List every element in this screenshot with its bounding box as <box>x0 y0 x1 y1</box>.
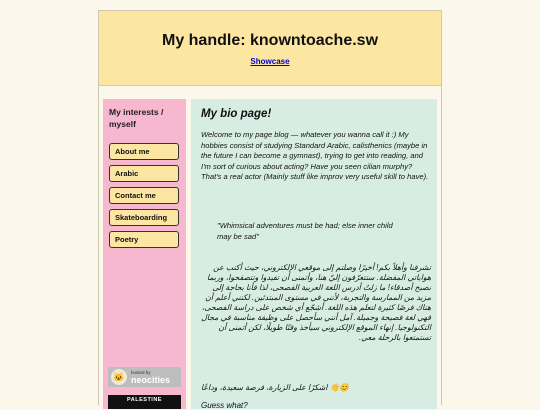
cat-icon: 🐱 <box>111 369 127 385</box>
page-title: My handle: knowntoache.sw <box>161 32 379 49</box>
closing-line: Guess what? <box>201 401 248 410</box>
badge-big-text: neocities <box>131 375 171 385</box>
quote: "Whimsical adventures must be had; else inner child may be sad" <box>217 221 393 241</box>
badge-small-text: hosted by <box>131 370 151 375</box>
palestine-banner <box>108 395 181 409</box>
sidebar-nav <box>109 143 179 253</box>
content-title: My bio page! <box>201 108 272 120</box>
thanks-line: 😊👋 اشكرًا على الزيارة، فرصة سعيدة، وداعًا <box>201 383 349 392</box>
sidebar <box>103 99 186 409</box>
nav-button-skateboarding[interactable]: Skateboarding <box>109 209 179 226</box>
nav-button-poetry[interactable]: Poetry <box>109 231 179 248</box>
header <box>99 11 441 86</box>
page-frame <box>98 10 442 410</box>
nav-button-arabic[interactable]: Arabic <box>109 165 179 182</box>
bio-paragraph: Welcome to my page blog — whatever you wanna call it :) My hobbies consist of studying Standard Arabic, calisthenics (maybe in the future I can become a gymnast), trying to get into reading, and I'm sort of curious about acting? Have you seen cilian murphy? That's a real actor (Mainly stuff like improv very useful skill to have). <box>201 130 429 181</box>
sidebar-heading: My interests / myself <box>109 107 164 129</box>
arabic-paragraph: تشرفنا وأهلاً بكم! أخيرًا وصلتم إلى موقعي الإلكتروني، حيث أكتب عن هواياتي المفضلة. ستتعرّفون إليّ هنا، وأتمنى أن تفيدوا وتتصفحوا، وربما نصبح أصدقاء! ما زلتُ أدرس اللغة العربية الفصحى، لذا فأنا بحاجة إلى مزيد من الممارسة والتجربة، لأنني في مستوى المبتدئين. لكنني أعلم أن هناك فرصًا كثيرة لتعلم هذه اللغة. أشجّع أي شخص على دراسة الفصحى، فهي لغة فصيحة وجميلة. آمل أنني سأحصل على وظيفة مناسبة في مجال التكنولوجيا. إنهاء الموقع الإلكتروني سيأخذ وقتًا طويلًا، لكن أتمنى أن تستمتعوا بالرحلة معي. <box>201 263 431 342</box>
neocities-badge[interactable] <box>108 367 181 387</box>
showcase-link[interactable]: Showcase <box>250 57 290 66</box>
nav-button-contact-me[interactable]: Contact me <box>109 187 179 204</box>
main-content <box>191 99 437 409</box>
palestine-banner-text: PALESTINE <box>127 397 162 403</box>
nav-button-about-me[interactable]: About me <box>109 143 179 160</box>
